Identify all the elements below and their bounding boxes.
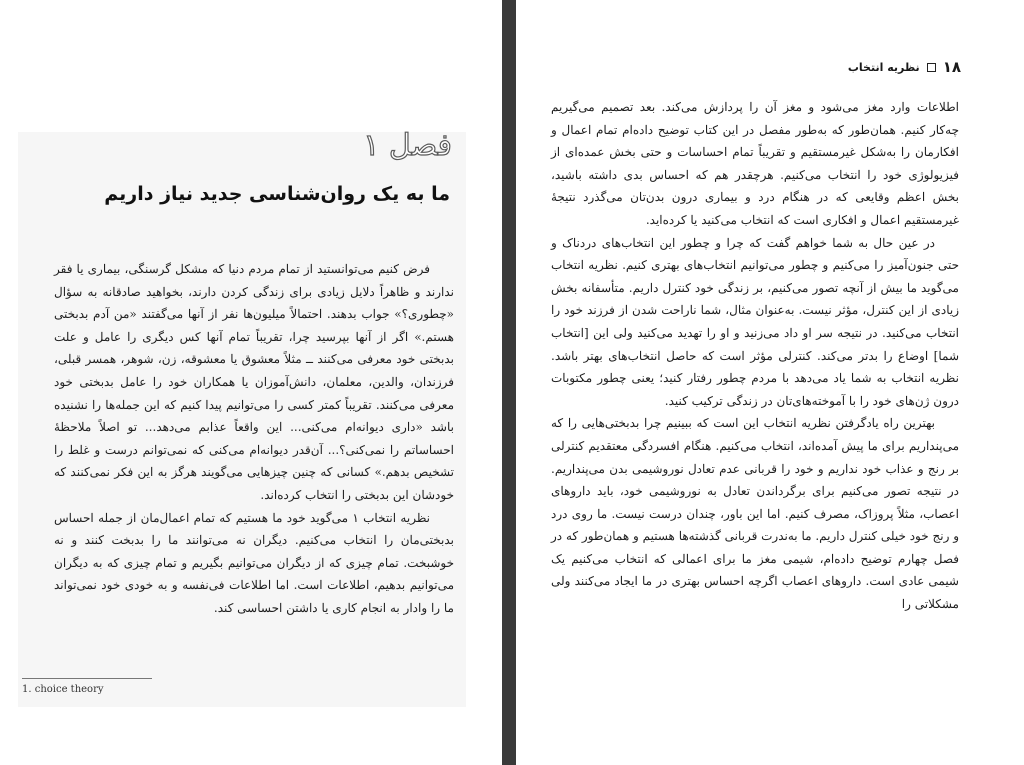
running-header [848,58,961,76]
footnote-divider [22,678,152,679]
body-paragraph: فرض کنیم می‌توانستید از تمام مردم دنیا که مشکل گرسنگی، بیماری یا فقر ندارند و ظاهراً دلایل زیادی برای زندگی کردن دارند، بخواهید صادقانه به سؤال «چطوری؟» جواب بدهند. احتمالاً میلیون‌ها نفر از آنها می‌گفتند «من آدم بدبختی هستم.» اگر از آنها بپرسید چرا، تقریباً تمام آنها کس دیگری را عامل و علت بدبختی خود معرفی می‌کنند ــ مثلاً معشوق یا معشوقه، زن، شوهر، همسر قبلی، فرزندان، والدین، معلمان، دانش‌آموزان یا همکاران خود را عامل بدبختی خود معرفی می‌کنند. تقریباً کمتر کسی را می‌توانیم پیدا کنیم که این جمله‌ها را نشنیده باشد «داری دیوانه‌ام می‌کنی... این واقعاً عذابم می‌دهد... تو اصلاً ملاحظهٔ احساساتم را نمی‌کنی؟... آن‌قدر دیوانه‌ام می‌کنی که نمی‌توانم درست و غلط را تشخیص بدهم.» کسانی که چنین چیزهایی می‌گویند هرگز به این فکر نمی‌کنند که خودشان این بدبختی را انتخاب کرده‌اند. [54,262,454,502]
square-icon [927,63,936,72]
running-title: نظریه انتخاب [847,60,920,74]
body-paragraph: اطلاعات وارد مغز می‌شود و مغز آن را پردازش می‌کند. بعد تصمیم می‌گیریم چه‌کار کنیم. همان‌طور که به‌طور مفصل در این کتاب توضیح داده‌ام تمام اعمال و افکارمان را به‌شکل غیرمستقیم و تقریباً تمام احساسات و حتی بخش عمده‌ای از فیزیولوژی خود را انتخاب می‌کنیم. هرچقدر هم که احساس بدی داشته باشید، بخش اعظم وقایعی که در هنگام درد و بیماری درون بدن‌تان می‌گذرد نتیجهٔ غیرمستقیم اعمال و افکاری است که انتخاب می‌کنید یا کرده‌اید. [551,100,959,227]
chapter-label: فصل ۱ [363,128,452,163]
book-spine [502,0,516,765]
left-page-body [54,258,454,620]
body-paragraph: در عین حال به شما خواهم گفت که چرا و چطور این انتخاب‌های دردناک و حتی جنون‌آمیز را می‌کنیم و چطور می‌توانیم انتخاب‌های بهتری کنیم. نظریه انتخاب می‌گوید ما بیش از آنچه تصور می‌کنیم، بر زندگی خود کنترل داریم. متأسفانه بخش زیادی از این کنترل، مؤثر نیست. به‌عنوان مثال، شما ناراحت شدن از فرزند خود را انتخاب می‌کنید. در نتیجه سر او داد می‌زنید و او را تهدید می‌کنید ولی این [انتخاب شما] اوضاع را بدتر می‌کند. کنترلی مؤثر است که حاصل انتخاب‌های بهتر باشد. نظریه انتخاب به شما یاد می‌دهد با مردم چطور رفتار کنید؛ یعنی چطور مکتوبات درون ژن‌های خود را با آموخته‌های‌تان در زندگی ترکیب کنید. [551,235,959,408]
footnote: 1. choice theory [22,684,104,695]
right-book-page [516,0,1024,765]
page-number: ۱۸ [942,58,961,76]
body-paragraph: بهترین راه یادگرفتن نظریه انتخاب این است که ببینیم چرا بدبختی‌هایی را که می‌پنداریم برای ما پیش آمده‌اند، انتخاب می‌کنیم. هنگام افسردگی معتقدیم کنترلی بر رنج و عذاب خود نداریم و خود را قربانی عدم تعادل نوروشیمی بدن می‌پنداریم. در نتیجه تصور می‌کنیم برای برگرداندن تعادل به نوروشیمی خود، باید داروهای اعصاب، مثلاً پروزاک، مصرف کنیم. اما این باور، چندان درست نیست. ما روی درد و رنج خود خیلی کنترل داریم. ما به‌ندرت قربانی گذشته‌ها هستیم و همان‌طور که در فصل چهارم توضیح داده‌ام، شیمی مغز ما برای اعمالی که انتخاب می‌کنیم یک شیمی عادی است. داروهای اعصاب اگرچه احساس بهتری در ما ایجاد می‌کنند ولی مشکلاتی را [551,416,959,612]
right-page-body [551,96,959,616]
chapter-title: ما به یک روان‌شناسی جدید نیاز داریم [104,183,450,205]
body-paragraph: نظریه انتخاب ۱ می‌گوید خود ما هستیم که تمام اعمال‌مان از جمله احساس بدبختی‌مان را انتخاب می‌کنیم. دیگران نه می‌توانند ما را بدبخت کنند و نه خوشبخت. تمام چیزی که از دیگران می‌توانیم بگیریم و تمام چیزی که به دیگران می‌توانیم بدهیم، اطلاعات است. اما اطلاعات فی‌نفسه و به خودی خود نمی‌تواند ما را وادار به انجام کاری یا داشتن احساسی کند. [54,510,454,615]
left-book-page [0,0,502,765]
